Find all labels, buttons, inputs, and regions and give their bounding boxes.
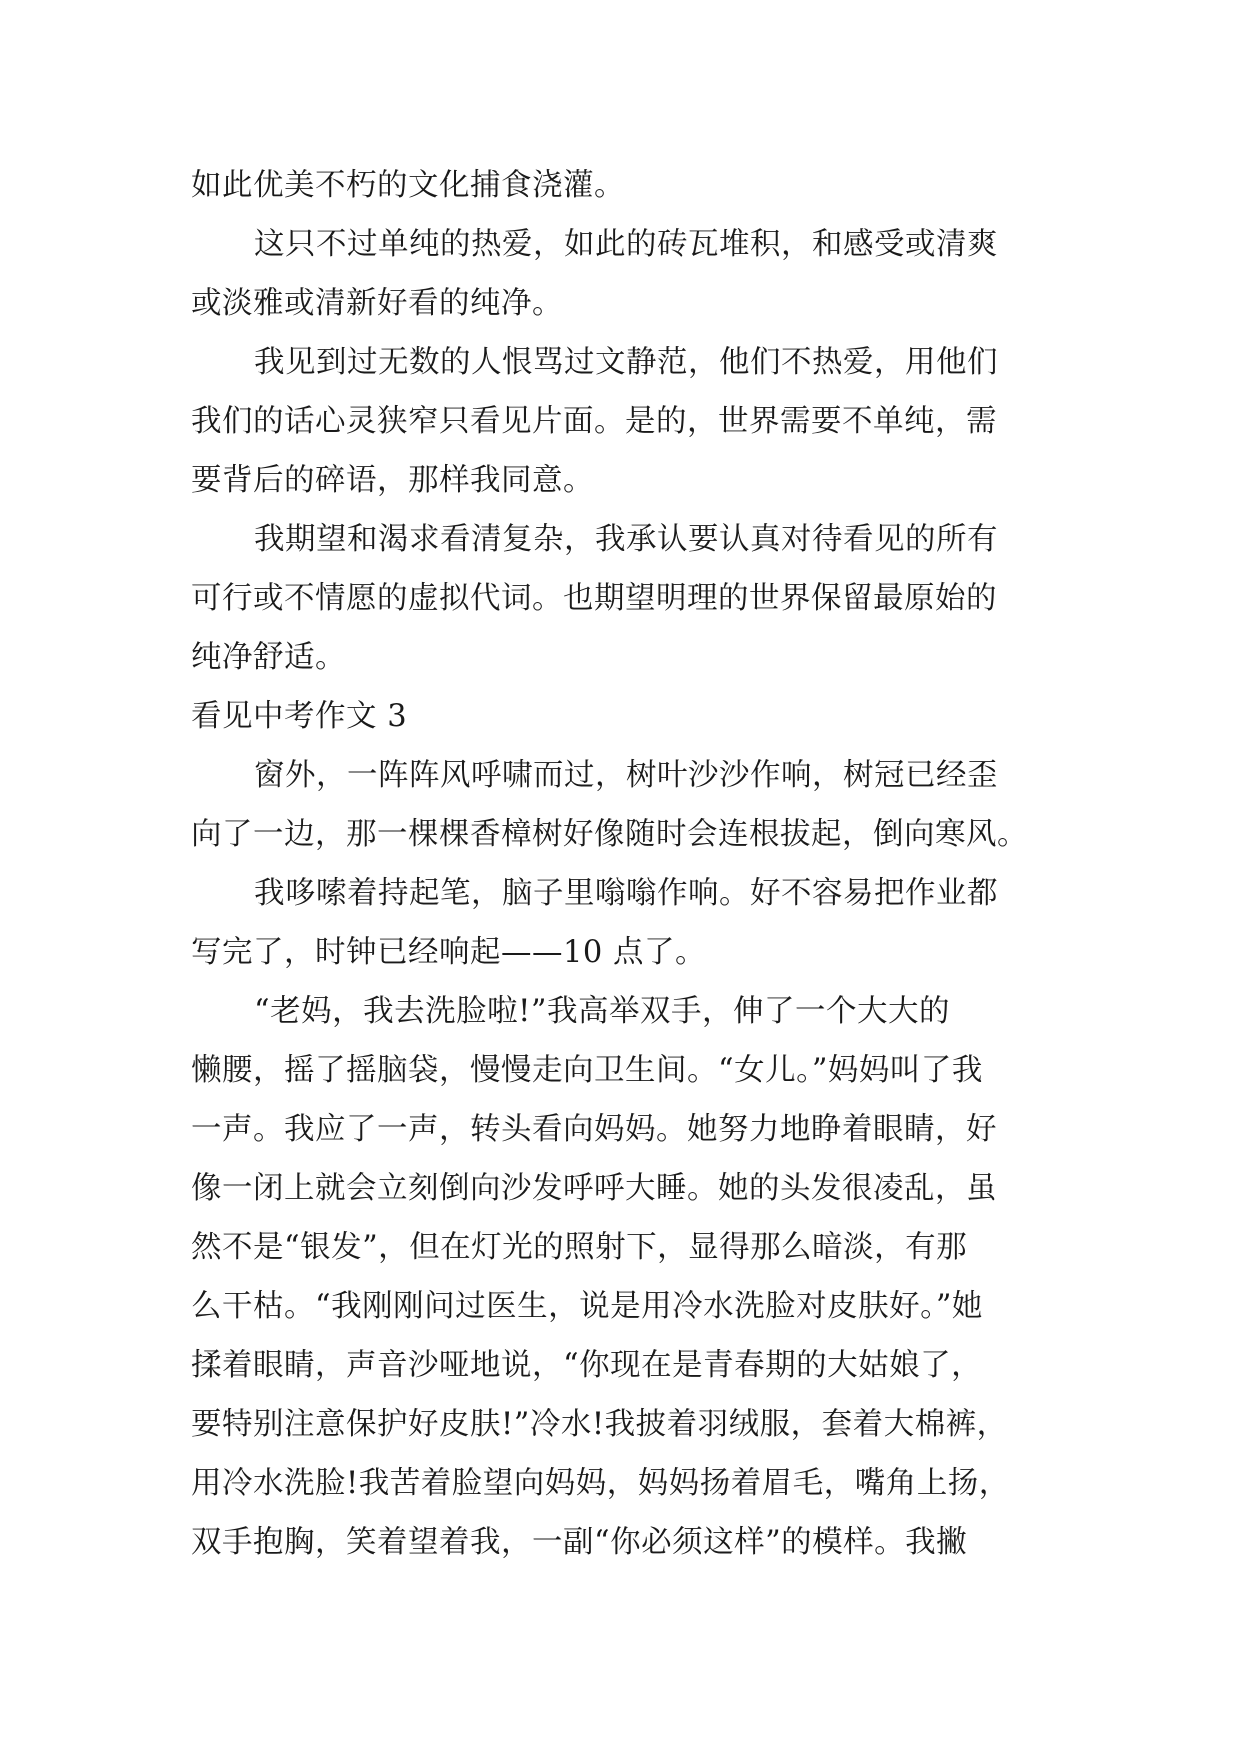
text-line: 我哆嗦着持起笔，脑子里嗡嗡作响。好不容易把作业都 — [254, 876, 998, 911]
text-line: 这只不过单纯的热爱，如此的砖瓦堆积，和感受或清爽 — [254, 227, 998, 262]
text-line: 如此优美不朽的文化捕食浇灌。 — [191, 168, 625, 203]
text-line: 要背后的碎语，那样我同意。 — [191, 463, 594, 498]
text-line: 窗外，一阵阵风呼啸而过，树叶沙沙作响，树冠已经歪 — [254, 758, 998, 793]
text-line: 像一闭上就会立刻倒向沙发呼呼大睡。她的头发很凌乱，虽 — [191, 1171, 997, 1206]
text-line: 然不是“银发”，但在灯光的照射下，显得那么暗淡，有那 — [191, 1230, 968, 1265]
text-line: 我见到过无数的人恨骂过文静范，他们不热爱，用他们 — [254, 345, 998, 380]
text-line: 用冷水洗脸!我苦着脸望向妈妈，妈妈扬着眉毛，嘴角上扬， — [191, 1466, 1010, 1501]
text-line: 向了一边，那一棵棵香樟树好像随时会连根拔起，倒向寒风。 — [191, 817, 1028, 852]
text-line: 揉着眼睛，声音沙哑地说，“你现在是青春期的大姑娘了， — [191, 1348, 983, 1383]
text-line: 我期望和渴求看清复杂，我承认要认真对待看见的所有 — [254, 522, 998, 557]
text-line: 纯净舒适。 — [191, 640, 346, 675]
text-line: 么干枯。“我刚刚问过医生，说是用冷水洗脸对皮肤好。”她 — [191, 1289, 983, 1324]
text-line: 要特别注意保护好皮肤!”冷水!我披着羽绒服，套着大棉裤， — [191, 1407, 1008, 1442]
text-line: 我们的话心灵狭窄只看见片面。是的，世界需要不单纯，需 — [191, 404, 997, 439]
text-line: 可行或不情愿的虚拟代词。也期望明理的世界保留最原始的 — [191, 581, 997, 616]
text-line: 一声。我应了一声，转头看向妈妈。她努力地睁着眼睛，好 — [191, 1112, 997, 1147]
text-line: 双手抱胸，笑着望着我，一副“你必须这样”的模样。我撇 — [191, 1525, 968, 1560]
section-heading: 看见中考作文 3 — [191, 699, 408, 734]
text-line: 写完了，时钟已经响起——10 点了。 — [191, 935, 707, 970]
document-body — [191, 156, 1053, 1572]
text-line: “老妈，我去洗脸啦!”我高举双手，伸了一个大大的 — [254, 994, 950, 1029]
text-line: 或淡雅或清新好看的纯净。 — [191, 286, 563, 321]
text-line: 懒腰，摇了摇脑袋，慢慢走向卫生间。“女儿。”妈妈叫了我 — [191, 1053, 983, 1088]
